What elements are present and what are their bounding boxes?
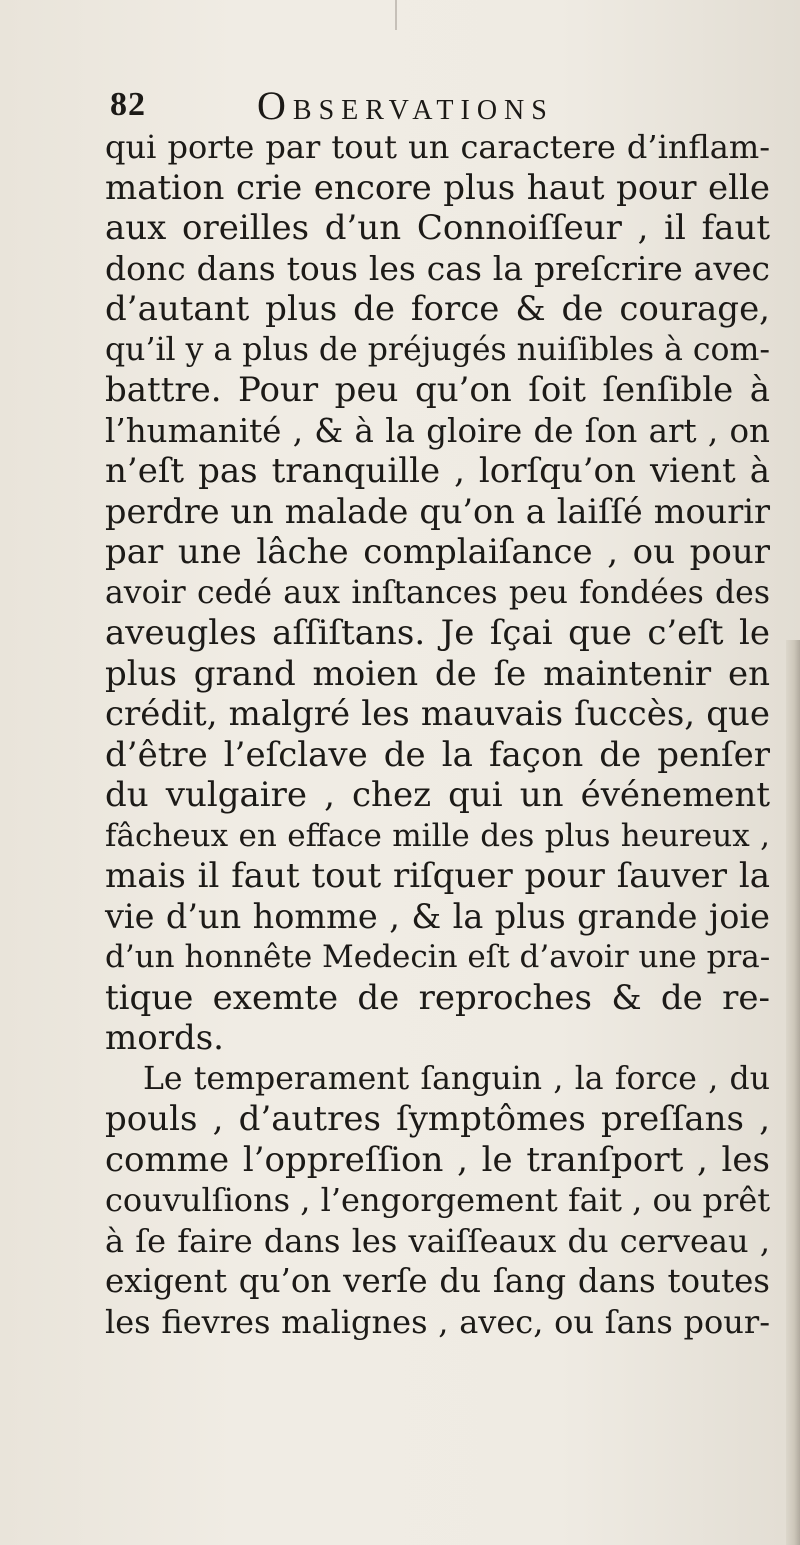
text-line: qui porte par tout un caractere d’inflam- [105, 128, 770, 166]
text-line: exigent qu’on verſe du ſang dans toutes [105, 1262, 770, 1300]
text-line: qu’il y a plus de préjugés nuiſibles à com- [105, 331, 771, 368]
text-line: d’un honnête Medecin eſt d’avoir une pra- [105, 939, 771, 975]
text-line: mation crie encore plus haut pour elle [105, 167, 770, 208]
text-line: d’être l’eſclave de la façon de penſer [105, 734, 770, 775]
text-line: à ſe faire dans les vaiſſeaux du cerveau , [105, 1221, 770, 1260]
text-line: tique exemte de reproches & de re- [105, 977, 770, 1018]
text-line: crédit, malgré les mauvais ſuccès, que [105, 694, 770, 734]
running-title: Observations [257, 83, 554, 128]
text-line: l’humanité , & à la gloire de ſon art , on [105, 411, 770, 450]
gutter-shadow [395, 0, 397, 30]
text-line: aux oreilles d’un Connoiſſeur , il faut [105, 208, 770, 248]
text-line: par une lâche complaiſance , ou pour [105, 532, 770, 572]
page-edge-shadow [786, 640, 800, 1545]
text-line: n’eſt pas tranquille , lorſqu’on vient à [105, 451, 770, 491]
text-line: les fievres malignes , avec, ou ſans pour- [105, 1302, 770, 1341]
page-number: 82 [110, 86, 146, 123]
text-line: battre. Pour peu qu’on ſoit ſenſible à [105, 370, 770, 410]
text-line: perdre un malade qu’on a laiſſé mourir [105, 491, 770, 531]
text-line: donc dans tous les cas la preſcrire avec [105, 248, 770, 288]
running-header [100, 82, 760, 130]
text-line: vie d’un homme , & la plus grande joie [105, 896, 770, 936]
paragraph-end-line: mords. [105, 1018, 224, 1058]
text-line: mais il faut tout riſquer pour ſauver la [105, 856, 770, 896]
text-line: aveugles aſſiſtans. Je ſçai que c’eſt le [105, 613, 770, 653]
text-line: avoir cedé aux inſtances peu fondées des [105, 574, 770, 611]
paragraph-start-line: Le temperament ſanguin , la force , du [143, 1060, 770, 1097]
text-line: fâcheux en efface mille des plus heureux , [105, 817, 770, 854]
text-line: d’autant plus de force & de courage, [105, 289, 770, 329]
text-line: du vulgaire , chez qui un événement [105, 775, 770, 815]
text-line: couvulſions , l’engorgement fait , ou prêt [105, 1181, 771, 1219]
body-text [105, 127, 770, 1342]
text-line: comme l’oppreſſion , le tranſport , les [105, 1139, 770, 1180]
text-line: plus grand moien de ſe maintenir en [105, 653, 770, 694]
text-line: pouls , d’autres ſymptômes preſſans , [105, 1099, 770, 1139]
